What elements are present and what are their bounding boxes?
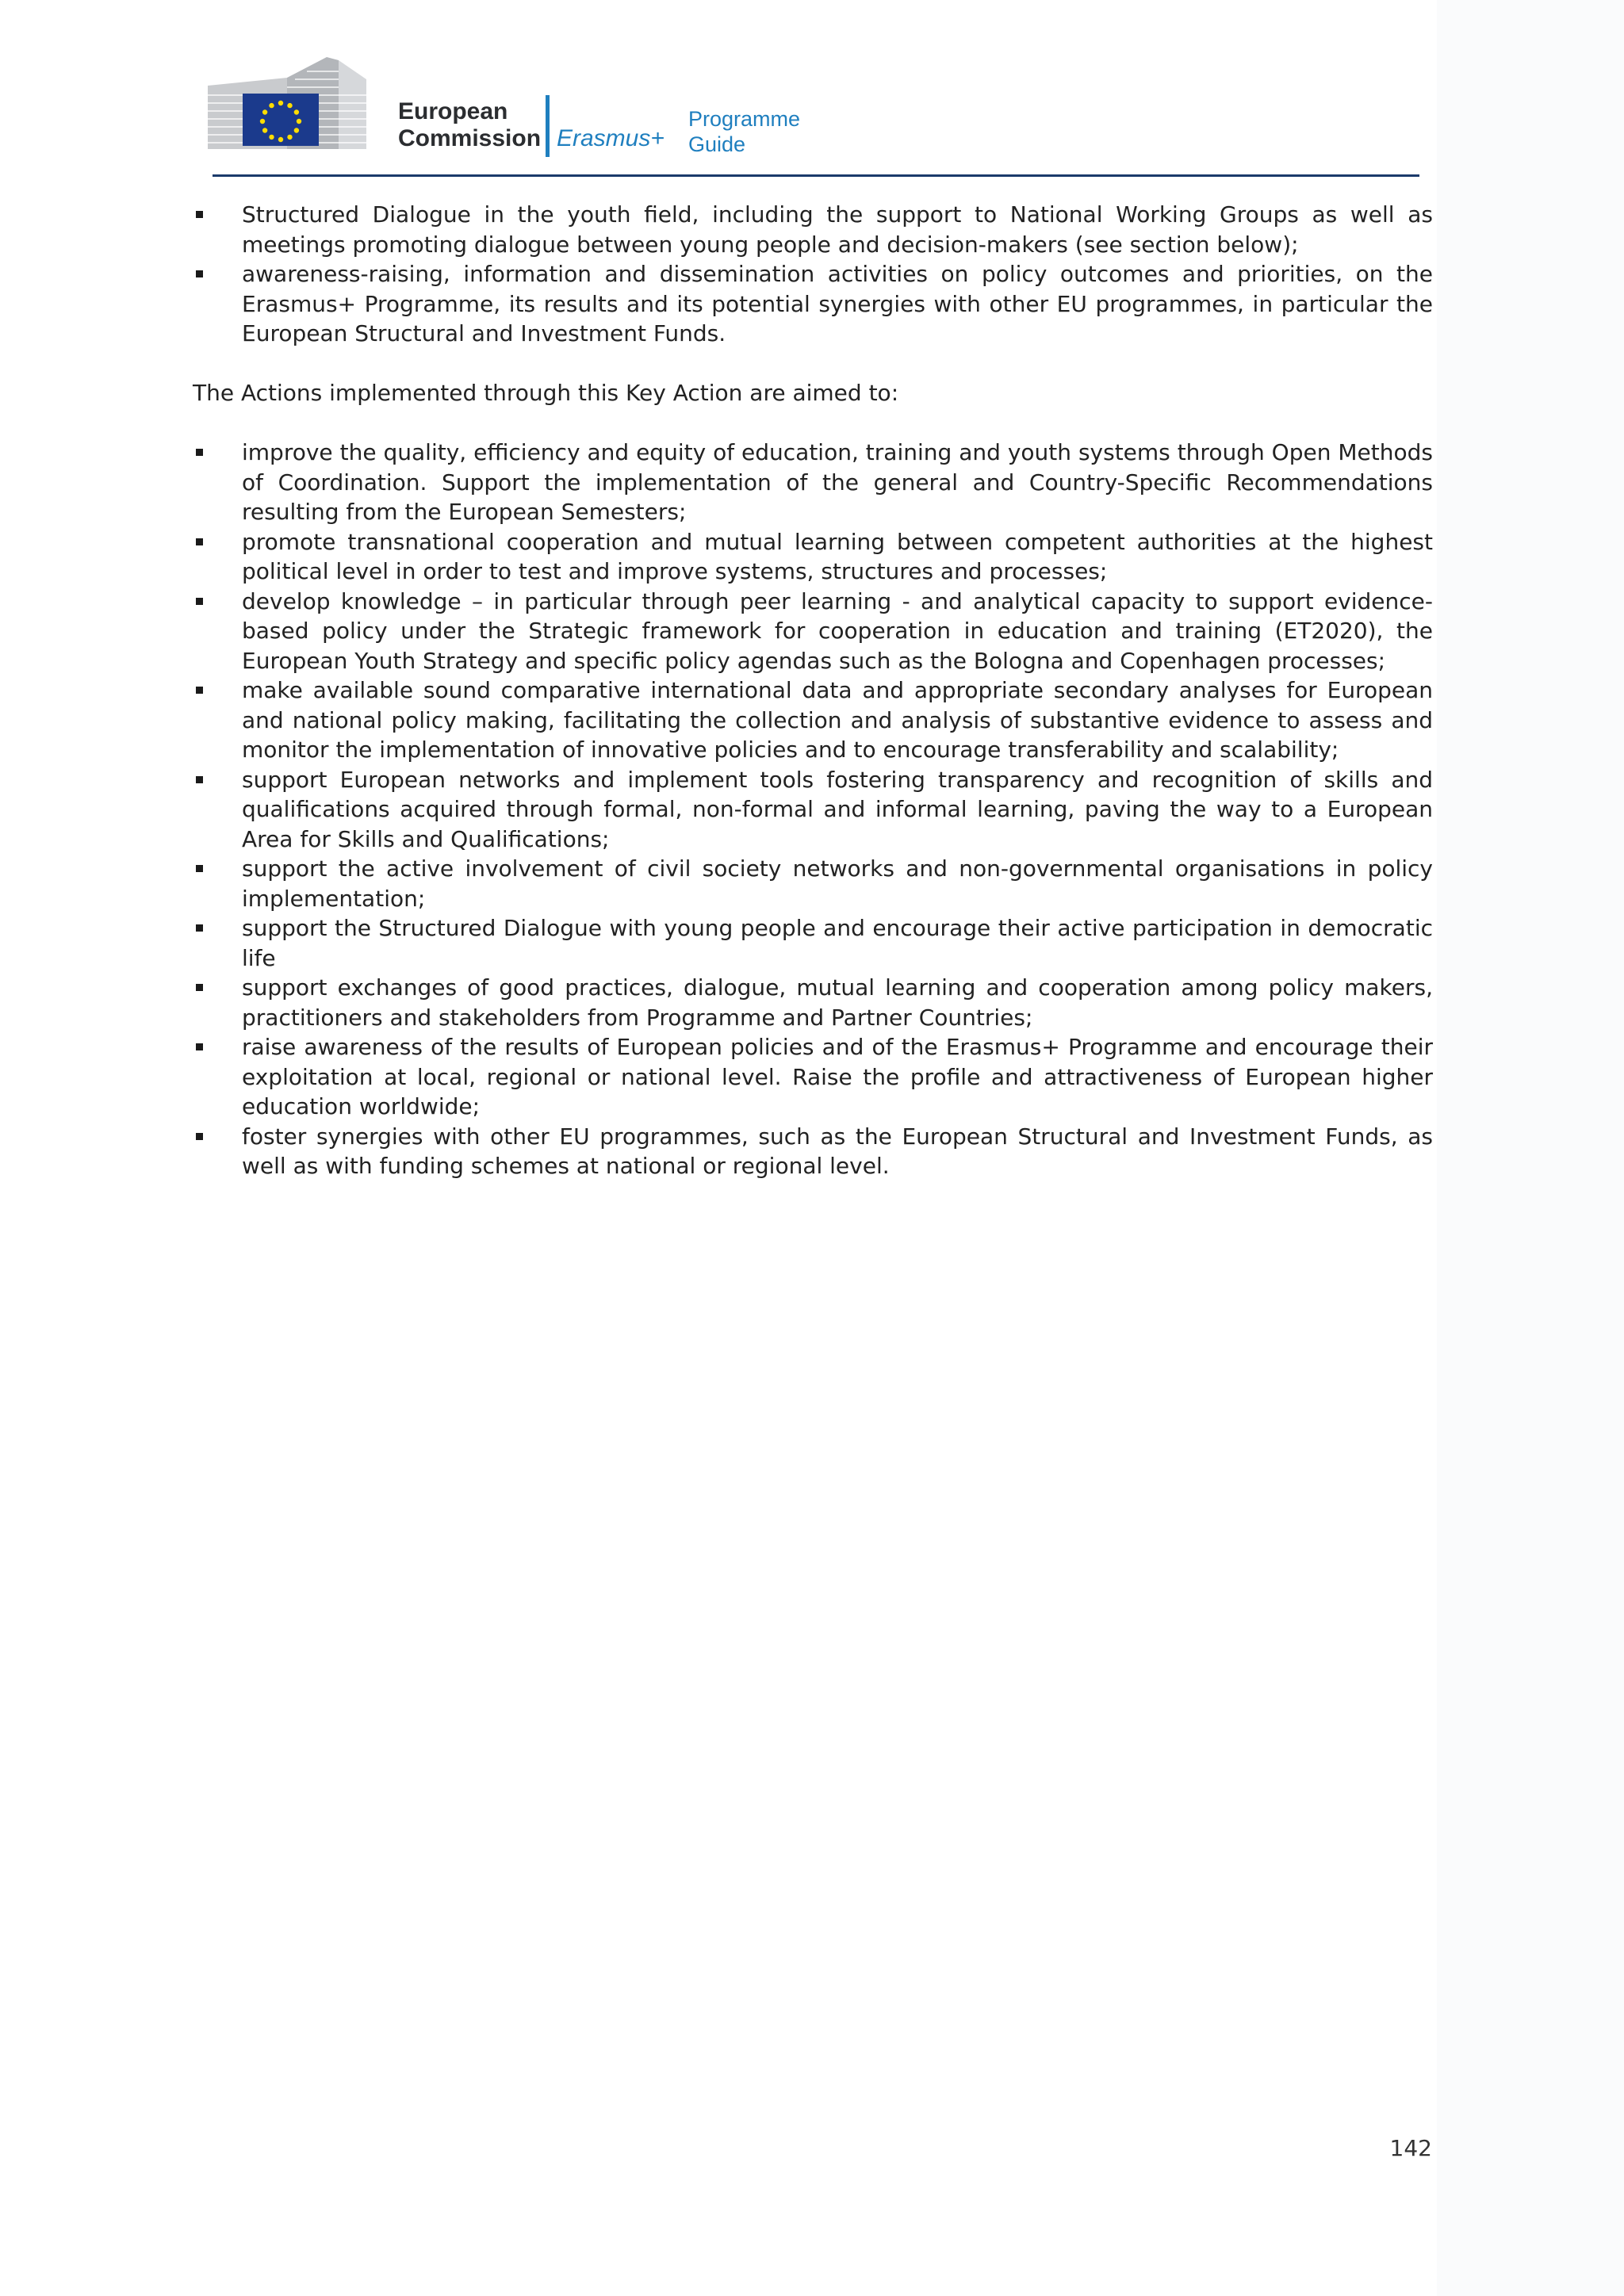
list-item: foster synergies with other EU programmes, such as the European Structural and Investment Funds, as well as with funding schemes at national or regional level. [193, 1122, 1433, 1181]
logo-separator [546, 95, 550, 157]
organisation-name-line1: European [398, 98, 508, 124]
list-item: promote transnational cooperation and mutual learning between competent authorities at the highest political level in order to test and improve systems, structures and processes; [193, 527, 1433, 587]
page-body [193, 200, 1433, 1181]
page-margin-shade [1437, 0, 1624, 2296]
list-item: Structured Dialogue in the youth field, including the support to National Working Groups as well as meetings promoting dialogue between young people and decision-makers (see section below); [193, 200, 1433, 259]
list-item: support the active involvement of civil society networks and non-governmental organisations in policy implementation; [193, 854, 1433, 913]
document-title-line1: Programme [688, 107, 801, 131]
list-item: develop knowledge – in particular through peer learning - and analytical capacity to support evidence-based policy under the Strategic framework for cooperation in education and training (ET2020), the European Youth Strategy and specific policy agendas such as the Bologna and Copenhagen processes; [193, 587, 1433, 676]
list-item: support European networks and implement tools fostering transparency and recognition of skills and qualifications acquired through formal, non-formal and informal learning, paving the way to a European Area for Skills and Qualifications; [193, 765, 1433, 855]
eu-flag-icon [243, 94, 319, 146]
list-item: awareness-raising, information and dissemination activities on policy outcomes and priorities, on the Erasmus+ Programme, its results and its potential synergies with other EU programmes, in particular the European Structural and Investment Funds. [193, 259, 1433, 349]
organisation-name [398, 98, 541, 152]
intro-paragraph: The Actions implemented through this Key Action are aimed to: [193, 380, 899, 406]
activities-list [193, 200, 1433, 349]
european-commission-logo [208, 55, 398, 151]
document-title-line2: Guide [688, 132, 746, 156]
organisation-name-line2: Commission [398, 125, 542, 151]
page-number: 142 [1389, 2135, 1432, 2161]
list-item: make available sound comparative international data and appropriate secondary analyses for European and national policy making, facilitating the collection and analysis of substantive evidence to assess and monitor the implementation of innovative policies and to encourage transferability and scalability; [193, 675, 1433, 765]
list-item: support exchanges of good practices, dialogue, mutual learning and cooperation among policy makers, practitioners and stakeholders from Programme and Partner Countries; [193, 973, 1433, 1032]
list-item: improve the quality, efficiency and equity of education, training and youth systems through Open Methods of Coordination. Support the implementation of the general and Country-Specific Recommendations resulting from the European Semesters; [193, 438, 1433, 527]
list-item: support the Structured Dialogue with young people and encourage their active participation in democratic life [193, 913, 1433, 973]
programme-name: Erasmus+ [557, 125, 665, 151]
header-divider [213, 174, 1419, 177]
document-title [688, 106, 800, 157]
page-header [208, 55, 1421, 174]
list-item: raise awareness of the results of European policies and of the Erasmus+ Programme and encourage their exploitation at local, regional or national level. Raise the profile and attractiveness of European higher education worldwide; [193, 1032, 1433, 1122]
aims-list [193, 438, 1433, 1181]
